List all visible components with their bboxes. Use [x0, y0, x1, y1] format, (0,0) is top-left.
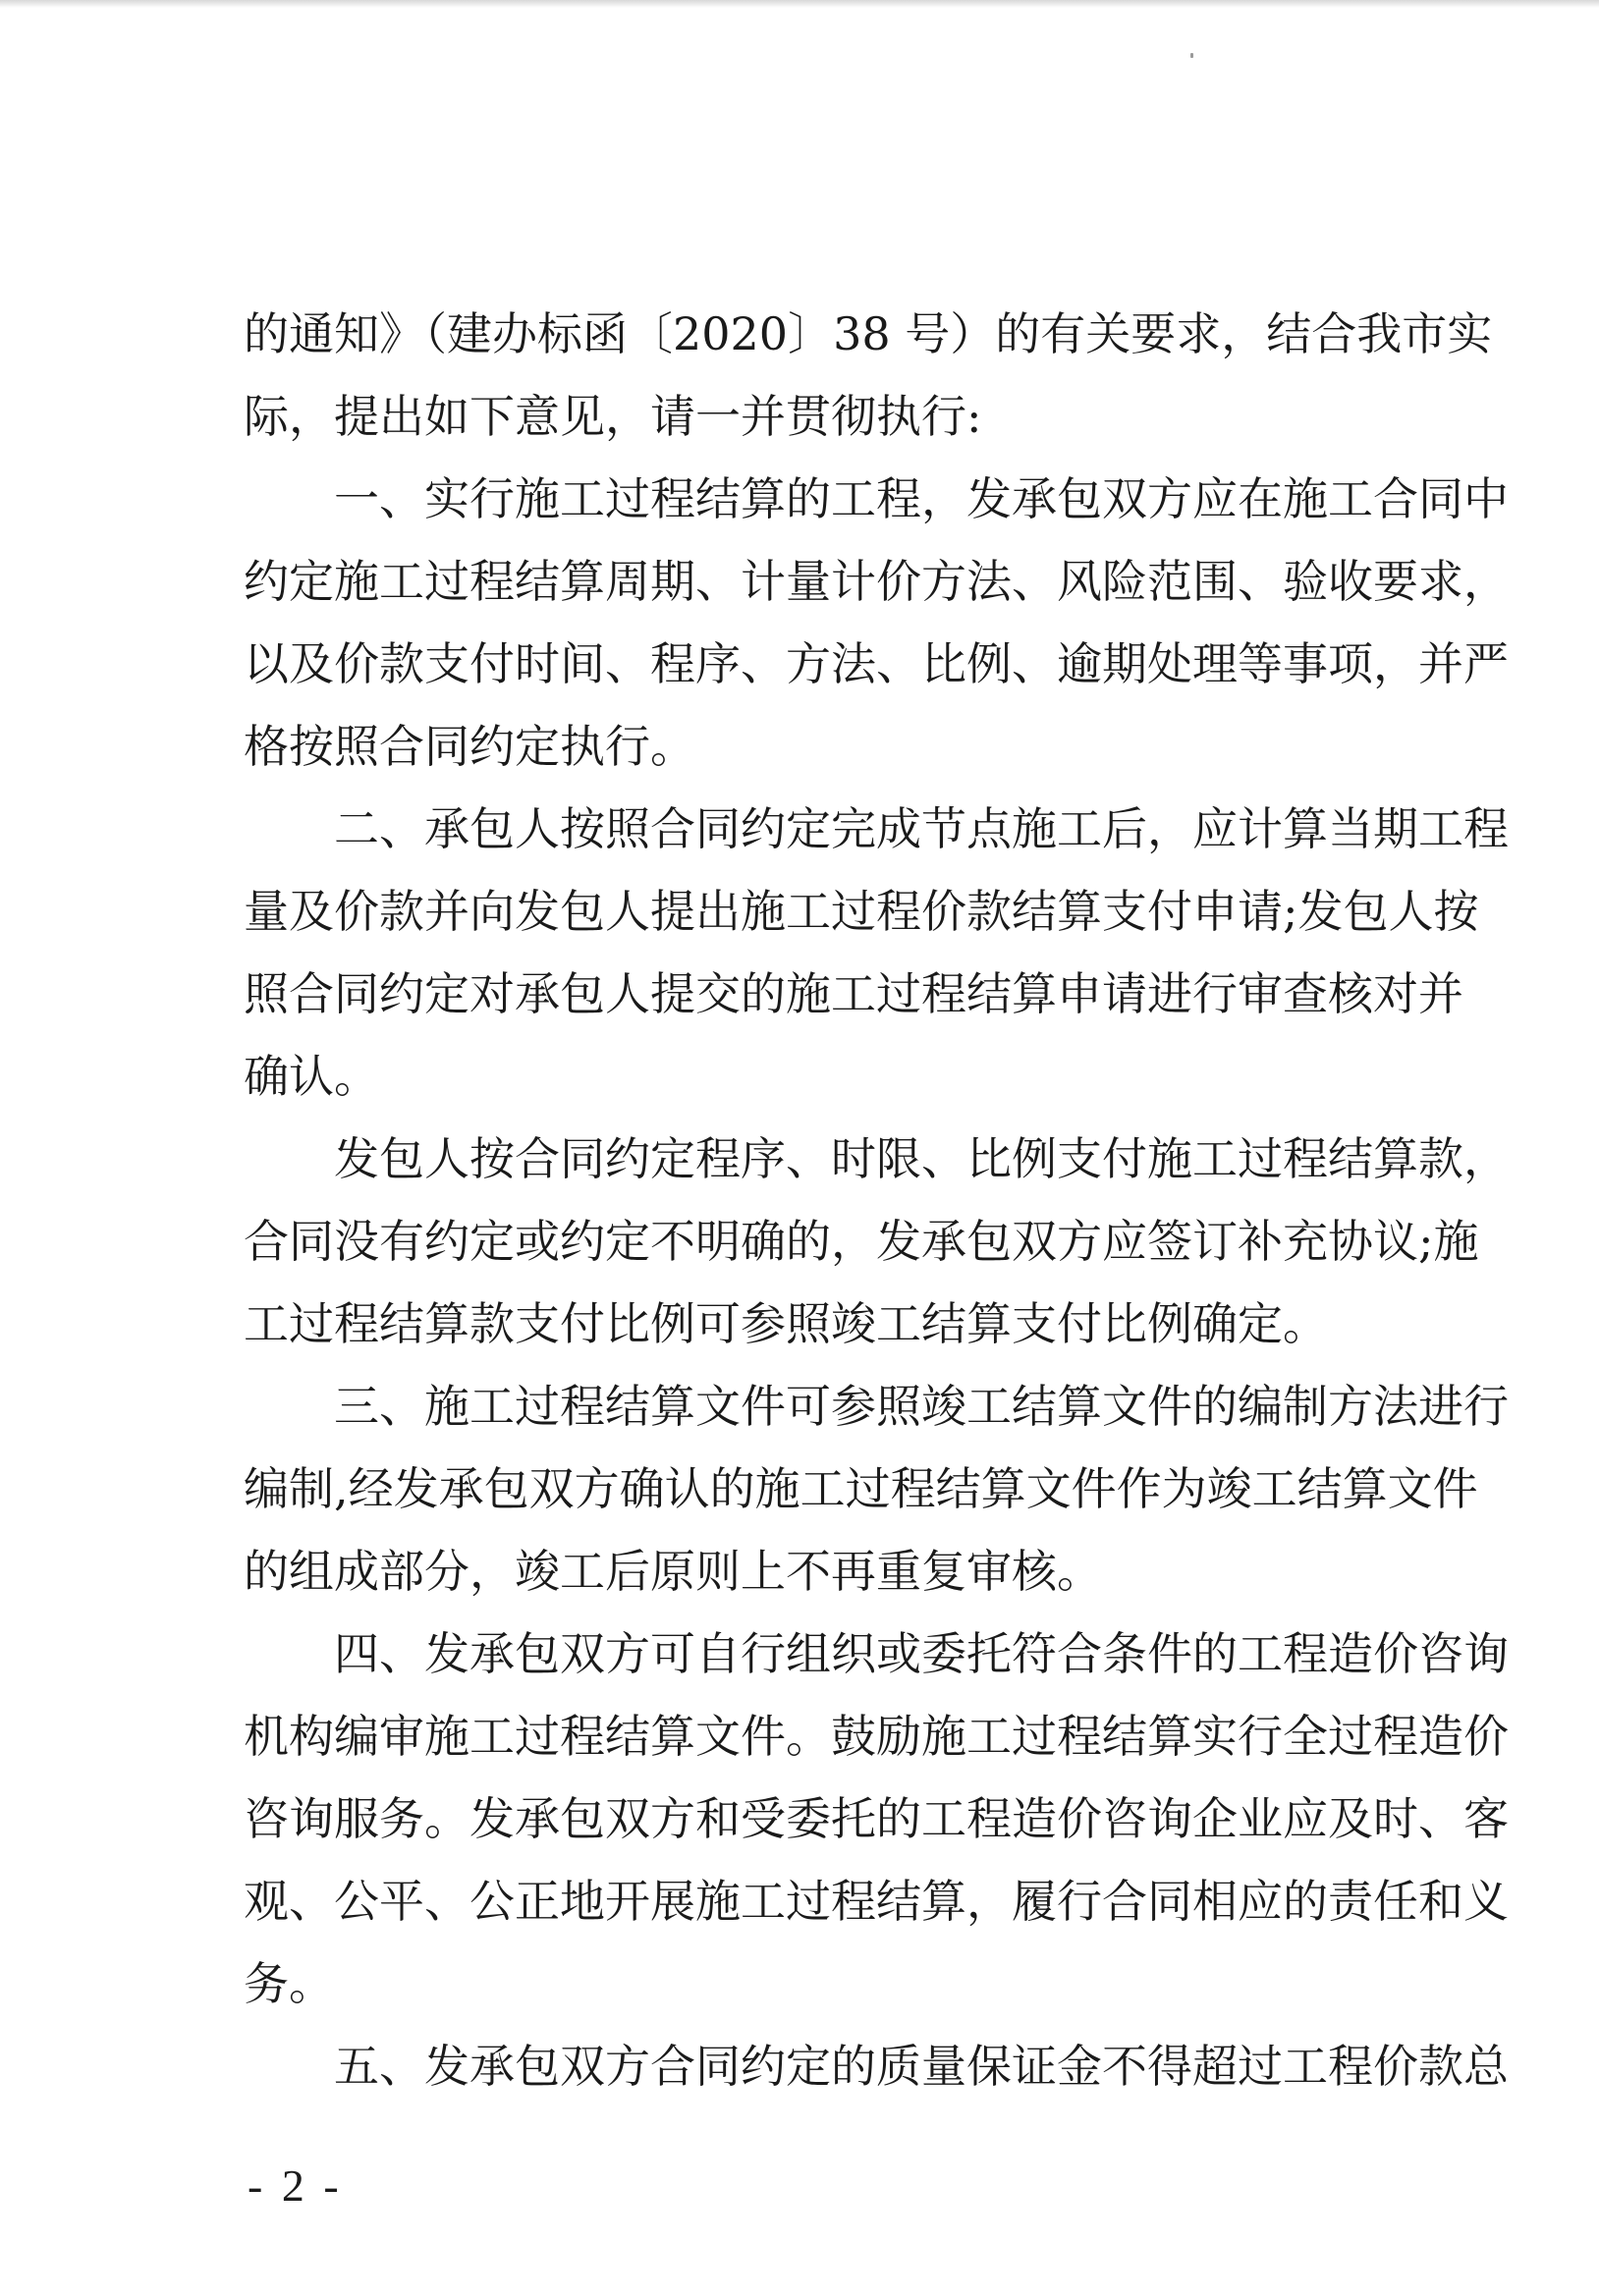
text-line: 观、公平、公正地开展施工过程结算，履行合同相应的责任和义 — [244, 1875, 1509, 1928]
text-line: 机构编审施工过程结算文件。鼓励施工过程结算实行全过程造价 — [244, 1710, 1509, 1763]
text-line: 的通知》（建办标函〔2020〕38 号）的有关要求，结合我市实 — [244, 307, 1493, 360]
text-line: 工过程结算款支付比例可参照竣工结算支付比例确定。 — [244, 1297, 1328, 1350]
paragraph-5-first-line: 四、发承包双方可自行组织或委托符合条件的工程造价咨询 — [334, 1627, 1509, 1680]
text-line: 的组成部分，竣工后原则上不再重复审核。 — [244, 1545, 1102, 1598]
text-line: 格按照合同约定执行。 — [244, 720, 695, 773]
text-line: 务。 — [244, 1957, 334, 2010]
paragraph-4-first-line: 三、施工过程结算文件可参照竣工结算文件的编制方法进行 — [334, 1380, 1509, 1433]
paragraph-3-first-line: 发包人按合同约定程序、时限、比例支付施工过程结算款， — [334, 1132, 1509, 1185]
text-line: 以及价款支付时间、程序、方法、比例、逾期处理等事项，并严 — [244, 637, 1509, 690]
text-line: 约定施工过程结算周期、计量计价方法、风险范围、验收要求， — [244, 555, 1509, 608]
scan-top-edge — [0, 0, 1599, 8]
text-line: 编制,经发承包双方确认的施工过程结算文件作为竣工结算文件 — [244, 1462, 1478, 1515]
document-body — [244, 293, 1509, 2107]
text-line: 合同没有约定或约定不明确的，发承包双方应签订补充协议;施 — [244, 1215, 1479, 1268]
text-line: 量及价款并向发包人提出施工过程价款结算支付申请;发包人按 — [244, 885, 1479, 938]
text-line: 确认。 — [244, 1050, 379, 1103]
paragraph-1-first-line: 一、实行施工过程结算的工程，发承包双方应在施工合同中 — [334, 472, 1509, 525]
text-line: 照合同约定对承包人提交的施工过程结算申请进行审查核对并 — [244, 967, 1463, 1020]
paragraph-2-first-line: 二、承包人按照合同约定完成节点施工后，应计算当期工程 — [334, 802, 1509, 855]
scan-speck — [1190, 53, 1193, 58]
text-line: 际，提出如下意见，请一并贯彻执行: — [244, 390, 982, 443]
page-number: - 2 - — [248, 2160, 343, 2211]
paragraph-6-first-line: 五、发承包双方合同约定的质量保证金不得超过工程价款总 — [334, 2040, 1509, 2093]
text-line: 咨询服务。发承包双方和受委托的工程造价咨询企业应及时、客 — [244, 1792, 1509, 1845]
